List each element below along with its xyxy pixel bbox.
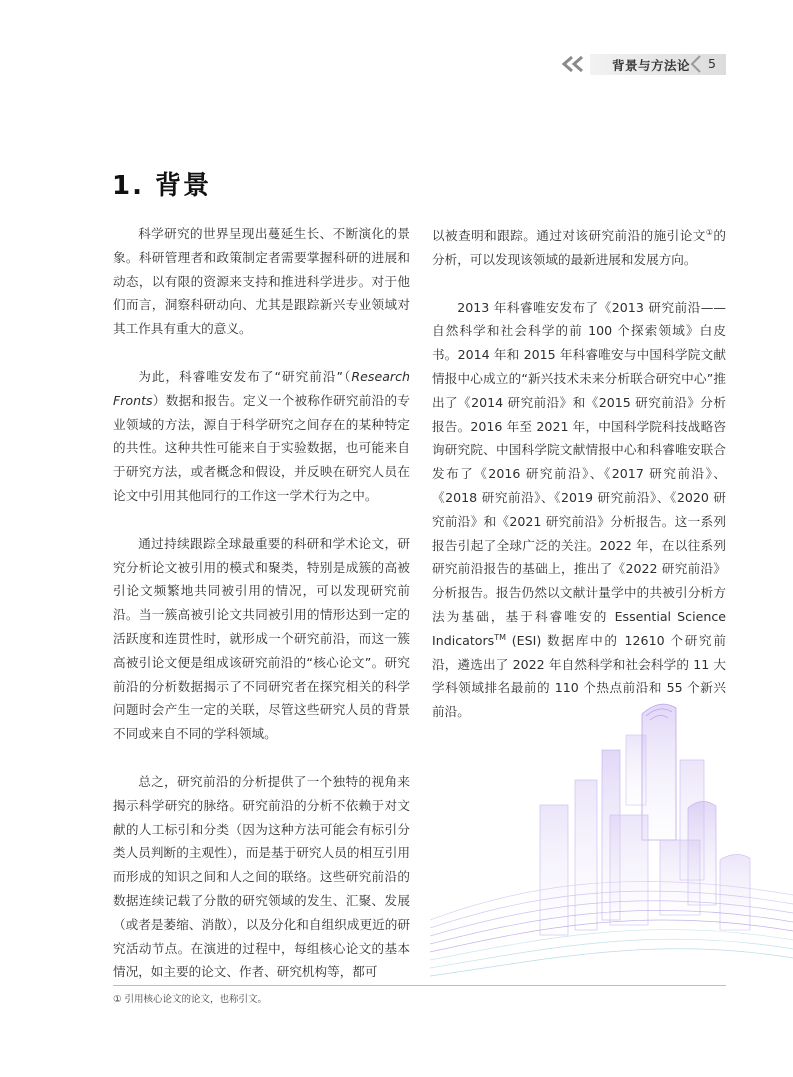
page-number: 5 (708, 56, 716, 71)
trademark-mark: TM (494, 632, 507, 642)
paragraph: 以被查明和跟踪。通过对该研究前沿的施引论文①的分析，可以发现该领域的最新进展和发展方向。 (432, 227, 727, 267)
skyline-illustration (430, 690, 793, 980)
footnote-rule (113, 985, 726, 986)
italic-term: Research Fronts (113, 368, 410, 408)
double-chevron-left-icon (560, 55, 590, 73)
paragraph: 总之，研究前沿的分析提供了一个独特的视角来揭示科学研究的脉络。研究前沿的分析不依赖于对文献的人工标引和分类（因为这种方法可能会有标引分类人员判断的主观性），而是基于研究人员的相互引用而形成的知识之间和人之间的联络。这些研究前沿的数据连续记载了分散的研究领域的发生、汇聚、发展（或者是萎缩、消散），以及分化和自组织成更近的研究活动节点。在演进的过程中，每组核心论文的基本情况，如主要的论文、作者、研究机构等，都可 (113, 773, 410, 980)
footnote: ① 引用核心论文的论文，也称引文。 (113, 994, 268, 1005)
paragraph: 通过持续跟踪全球最重要的科研和学术论文，研究分析论文被引用的模式和聚类，特别是成簇的高被引论文频繁地共同被引用的情况，可以发现研究前沿。当一簇高被引论文共同被引用的情形达到一定的活跃度和连贯性时，就形成一个研究前沿，而这一簇高被引论文便是组成该研究前沿的“核心论文”。研究前沿的分析数据揭示了不同研究者在探究相关的科学问题时会产生一定的关联，尽管这些研究人员的背景不同或来自不同的学科领域。 (113, 535, 410, 742)
right-column (432, 224, 726, 748)
paragraph: 科学研究的世界呈现出蔓延生长、不断演化的景象。科研管理者和政策制定者需要掌握科研的进展和动态，以有限的资源来支持和推进科学进步。对于他们而言，洞察科研动向、尤其是跟踪新兴专业领域对其工作具有重大的意义。 (113, 226, 410, 337)
chevron-left-icon (689, 55, 703, 73)
running-header (560, 52, 726, 76)
left-column (113, 222, 410, 1008)
footnote-marker[interactable]: ① (705, 227, 714, 237)
paragraph: 2013 年科睿唯安发布了《2013 研究前沿——自然科学和社会科学的前 100 个探索领域》白皮书。2014 年和 2015 年科睿唯安与中国科学院文献情报中心成立的“新兴技术未来分析联合研究中心”推出了《2014 研究前沿》和《2015 研究前沿》分析报告。2016 年至 2021 年，中国科学院科技战略咨询研究院、中国科学院文献情报中心和科睿唯安联合发布了《2016 研究前沿》、《2017 研究前沿》、《2018 研究前沿》、《2019 研究前沿》、《2020 研究前沿》和《2021 研究前沿》分析报告。这一系列报告引起了全球广泛的关注。2022 年，在以往系列研究前沿报告的基础上，推出了《2022 研究前沿》分析报告。报告仍然以文献计量学中的共被引分析方法为基础，基于科睿唯安的 Essential Science Indicators™ (ESI) 数据库中的 12610 个研究前沿，遴选出了 2022 年自然科学和社会科学的 11 大学科领域排名最前的 110 个热点前沿和 55 个新兴前沿。 (432, 299, 726, 720)
section-title: 1. 背景 (112, 171, 212, 201)
header-title: 背景与方法论 (612, 58, 691, 73)
paragraph: 为此，科睿唯安发布了“研究前沿”（Research Fronts）数据和报告。定义一个被称作研究前沿的专业领域的方法，源自于科学研究之间存在的某种特定的共性。这种共性可能来自于实验数据，也可能来自于研究方法，或者概念和假设，并反映在研究人员在论文中引用其他同行的工作这一学术行为之中。 (113, 368, 410, 503)
